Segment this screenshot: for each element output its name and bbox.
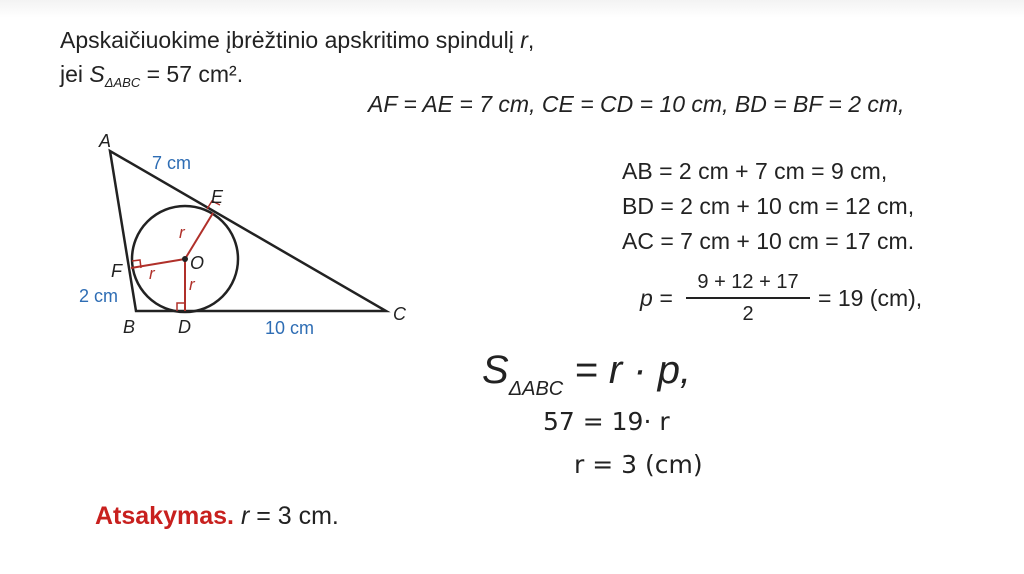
- label-c: C: [393, 304, 406, 324]
- label-o: O: [190, 253, 205, 273]
- side-bc-text: BD = 2 cm + 10 cm = 12 cm,: [622, 193, 915, 219]
- calculation-line2: r = 3 (cm): [574, 450, 703, 479]
- punct: ,: [527, 27, 535, 53]
- answer-variable: r: [240, 502, 250, 530]
- semiperimeter-numerator: 9 + 12 + 17: [697, 271, 799, 293]
- label-e: E: [211, 187, 224, 207]
- label-b: B: [123, 317, 136, 337]
- radius-variable: r: [520, 27, 528, 53]
- problem-text: Apskaičiuokime įbrėžtinio apskritimo spindulį: [60, 27, 514, 53]
- semiperimeter-result: = 19 (cm),: [818, 285, 923, 311]
- area-value: = 57 cm².: [140, 61, 244, 87]
- side-ac-text: AC = 7 cm + 10 cm = 17 cm.: [622, 228, 915, 254]
- area-subscript: ΔABC: [104, 75, 141, 90]
- calculation-line1: 57 = 19· r: [543, 407, 670, 436]
- length-label-dc: 10 cm: [265, 318, 315, 338]
- area-formula-symbol: S: [482, 348, 509, 392]
- radius-label-od: r: [189, 275, 195, 294]
- answer-label: Atsakymas.: [95, 502, 234, 530]
- area-formula-subscript: ΔABC: [508, 378, 564, 400]
- triangle-abc: [110, 151, 386, 311]
- label-a: A: [99, 131, 112, 151]
- label-f: F: [111, 261, 122, 281]
- center-point-o: [182, 256, 188, 262]
- tangent-segments: AF = AE = 7 cm, CE = CD = 10 cm, BD = BF = 2 cm,: [368, 91, 905, 117]
- area-formula-rest: = r · p,: [563, 348, 692, 392]
- length-label-ae: 7 cm: [152, 153, 192, 173]
- condition-prefix: jei: [60, 61, 84, 87]
- side-ab-text: AB = 2 cm + 7 cm = 9 cm,: [622, 158, 888, 184]
- area-symbol: S: [89, 61, 105, 87]
- length-label-bf: 2 cm: [79, 286, 119, 306]
- radius-label-of: r: [149, 264, 155, 283]
- answer-value: = 3 cm.: [249, 502, 339, 530]
- label-d: D: [178, 317, 191, 337]
- semiperimeter-label: p =: [640, 285, 673, 311]
- radius-label-oe: r: [179, 223, 185, 242]
- semiperimeter-denominator: 2: [742, 303, 754, 325]
